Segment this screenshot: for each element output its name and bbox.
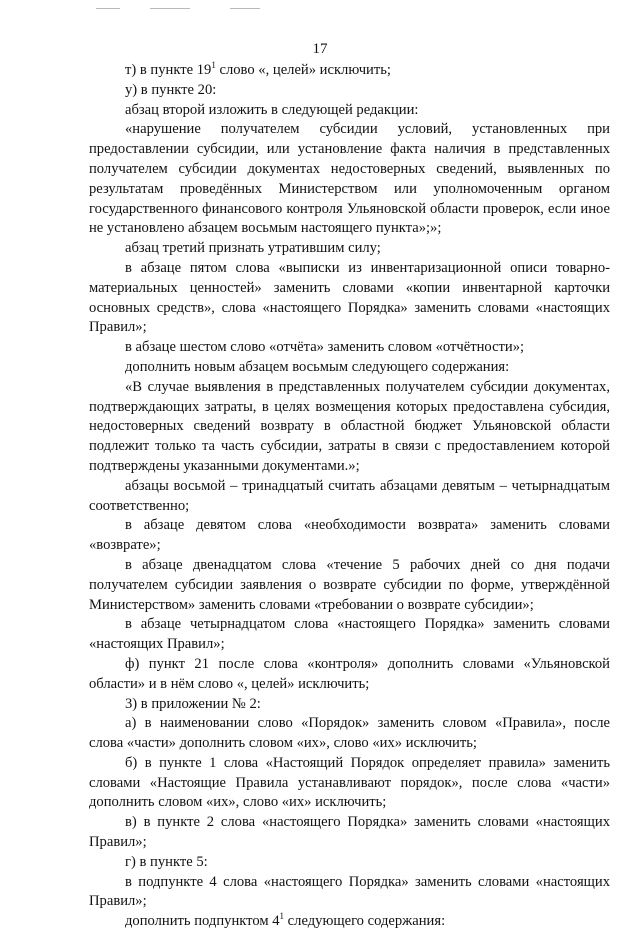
- document-body: [89, 61, 610, 932]
- paragraph: «В случае выявления в представленных получателем субсидии документах, подтверждающих затраты, в целях возмещения которых предоставлена субсидия, недостоверных сведений возврату в областной бюджет Ульяновской области подлежит только та часть субсидии, затраты в связи с предоставлением которой подтверждены указанными документами.»;: [89, 378, 610, 474]
- scan-mark: [150, 8, 190, 9]
- paragraph: в) в пункте 2 слова «настоящего Порядка» заменить словами «настоящих Правил»;: [89, 814, 610, 851]
- paragraph: абзац третий признать утратившим силу;: [125, 240, 381, 257]
- paragraph: в абзаце шестом слово «отчёта» заменить словом «отчётности»;: [125, 339, 525, 356]
- paragraph: в абзаце пятом слова «выписки из инвентаризационной описи товарно-материальных ценностей» заменить словами «копии инвентарной карточки основных средств», слова «настоящего Порядка» заменить словами «настоящих Правил»;: [89, 259, 610, 336]
- paragraph: 3) в приложении № 2:: [125, 695, 261, 712]
- scan-mark: [230, 8, 260, 9]
- page-number: 17: [312, 41, 328, 57]
- paragraph: у) в пункте 20:: [125, 81, 217, 98]
- paragraph: ф) пункт 21 после слова «контроля» дополнить словами «Ульяновской области» и в нём слово «, целей» исключить;: [89, 655, 610, 692]
- paragraph: дополнить подпунктом $4^1$ следующего содержания:: [125, 911, 446, 930]
- paragraph: абзацы восьмой – тринадцатый считать абзацами девятым – четырнадцатым соответственно;: [89, 477, 610, 514]
- paragraph: в подпункте 4 слова «настоящего Порядка» заменить словами «настоящих Правил»;: [89, 873, 610, 910]
- paragraph: «нарушение получателем субсидии условий, установленных при предоставлении субсидии, или установление факта наличия в представленных получателем субсидии документах недостоверных сведений, выявленных по результатам проведённых Министерством или уполномоченным органом государственного финансового контроля Ульяновской области проверок, если иное не установлено абзацем восьмым настоящего пункта»;»;: [89, 121, 610, 237]
- paragraph: г) в пункте 5:: [125, 853, 208, 870]
- paragraph: т) в пункте $19^1$ слово «, целей» исключить;: [125, 60, 391, 78]
- paragraph: в абзаце девятом слова «необходимости возврата» заменить словами «возврате»;: [89, 517, 610, 554]
- paragraph: в абзаце двенадцатом слова «течение 5 рабочих дней со дня подачи получателем субсидии заявления о возврате субсидии по форме, утверждённой Министерством» заменить словами «требовании о возврате субсидии»;: [89, 556, 610, 613]
- scan-mark: [96, 8, 120, 9]
- paragraph: в абзаце четырнадцатом слова «настоящего Порядка» заменить словами «настоящих Правил»;: [89, 616, 610, 653]
- paragraph: б) в пункте 1 слова «Настоящий Порядок определяет правила» заменить словами «Настоящие Правила устанавливают порядок», после слова «части» дополнить словом «их», слово «их» исключить;: [89, 754, 610, 811]
- paragraph: а) в наименовании слово «Порядок» заменить словом «Правила», после слова «части» дополнить словом «их», слово «их» исключить;: [89, 715, 610, 752]
- paragraph: дополнить новым абзацем восьмым следующего содержания:: [125, 358, 510, 375]
- paragraph: абзац второй изложить в следующей редакции:: [125, 101, 419, 118]
